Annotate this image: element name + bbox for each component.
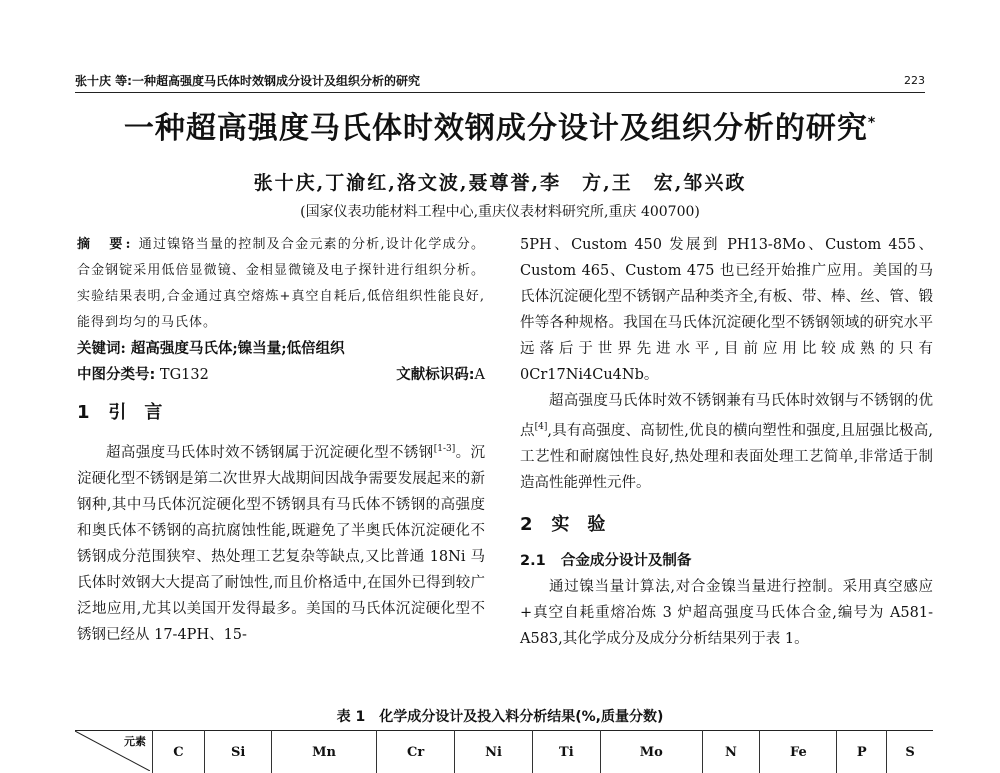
abstract	[77, 232, 485, 336]
column-header: Mo	[601, 731, 702, 773]
subsection-2-1-title: 合金成分设计及制备	[561, 553, 692, 569]
table-1-caption: 表 1 化学成分设计及投入料分析结果(%,质量分数)	[0, 706, 1000, 726]
abstract-text: 通过镍铬当量的控制及合金元素的分析,设计化学成分。合金钢锭采用低倍显微镜、金相显微镜及电子探针进行组织分析。实验结果表明,合金通过真空熔炼+真空自耗后,低倍组织性能良好,能得到均匀的马氏体。	[77, 237, 485, 330]
table-1	[75, 730, 933, 773]
column-header: Ti	[532, 731, 601, 773]
section-2-heading	[520, 512, 933, 538]
column-header: P	[837, 731, 887, 773]
left-column	[77, 232, 485, 648]
column-header: Cr	[376, 731, 455, 773]
column-header: S	[887, 731, 933, 773]
subsection-2-1-number: 2.1	[520, 553, 546, 569]
keywords-label: 关键词:	[77, 340, 126, 357]
section-1-title: 引 言	[108, 402, 162, 423]
column-header: Si	[204, 731, 271, 773]
column-header: N	[702, 731, 760, 773]
running-title: 张十庆 等:一种超高强度马氏体时效钢成分设计及组织分析的研究	[75, 72, 420, 89]
table-corner-cell	[75, 731, 153, 773]
clc-label: 中图分类号:	[77, 367, 155, 383]
section-1-heading	[77, 400, 485, 426]
column-header: Ni	[455, 731, 532, 773]
citation-1-3: [1-3]	[434, 444, 456, 454]
doc-code-value: A	[475, 367, 485, 383]
intro-p2-text-a: 超高强度马氏体时效不锈钢兼有马氏体时效钢与不锈钢的优点	[520, 393, 933, 439]
keywords-text: 超高强度马氏体;镍当量;低倍组织	[131, 340, 345, 357]
column-header: Mn	[272, 731, 376, 773]
intro-paragraph-1	[77, 436, 485, 648]
keywords	[77, 336, 485, 362]
paper-title-text: 一种超高强度马氏体时效钢成分设计及组织分析的研究	[124, 111, 868, 146]
paper-title	[0, 103, 1000, 147]
abstract-label: 摘 要:	[77, 237, 133, 252]
running-header	[75, 70, 925, 93]
subsection-2-1-heading	[520, 548, 933, 574]
citation-4: [4]	[535, 422, 548, 432]
column-header: C	[153, 731, 205, 773]
intro-text-a: 超高强度马氏体时效不锈钢属于沉淀硬化型不锈钢	[106, 445, 434, 461]
intro-p2-text-b: ,具有高强度、高韧性,优良的横向塑性和强度,且屈强比极高,工艺性和耐腐蚀性良好,热处理和表面处理工艺简单,非常适于制造高性能弹性元件。	[520, 423, 933, 491]
clc-value: TG132	[160, 367, 209, 383]
affiliation: (国家仪表功能材料工程中心,重庆仪表材料研究所,重庆 400700)	[0, 201, 1000, 221]
intro-paragraph-2	[520, 388, 933, 496]
classification-line	[77, 362, 485, 388]
intro-paragraph-1-cont: 5PH、Custom 450 发展到 PH13-8Mo、Custom 455、Custom 465、Custom 475 也已经开始推广应用。美国的马氏体沉淀硬化型不锈钢产品种类齐全,有板、带、棒、丝、管、锻件等各种规格。我国在马氏体沉淀硬化型不锈钢领域的研究水平远落后于世界先进水平,目前应用比较成熟的只有 0Cr17Ni4Cu4Nb。	[520, 232, 933, 388]
section-2-title: 实 验	[551, 514, 605, 535]
column-header: Fe	[760, 731, 837, 773]
author-list: 张十庆,丁渝红,洛文波,聂尊誉,李 方,王 宏,邹兴政	[0, 168, 1000, 195]
section-1-number: 1	[77, 402, 90, 423]
intro-text-b: 。沉淀硬化型不锈钢是第二次世界大战期间因战争需要发展起来的新钢种,其中马氏体沉淀硬化型不锈钢具有马氏体不锈钢的高强度和奥氏体不锈钢的高抗腐蚀性能,既避免了半奥氏体沉淀硬化不锈钢成分范围狭窄、热处理工艺复杂等缺点,又比普通 18Ni 马氏体时效钢大大提高了耐蚀性,而且价格适中,在国外已得到较广泛地应用,尤其以美国开发得最多。美国的马氏体沉淀硬化型不锈钢已经从 17-4PH、15-	[77, 445, 485, 643]
table-header-row	[75, 731, 933, 773]
corner-label: 元素	[124, 733, 146, 749]
section-2-number: 2	[520, 514, 533, 535]
page-number: 223	[904, 74, 925, 87]
title-footnote-mark: *	[868, 115, 876, 131]
doc-code-label: 文献标识码:	[396, 367, 474, 383]
section-2-1-paragraph: 通过镍当量计算法,对合金镍当量进行控制。采用真空感应+真空自耗重熔冶炼 3 炉超高强度马氏体合金,编号为 A581-A583,其化学成分及成分分析结果列于表 1。	[520, 574, 933, 652]
right-column	[520, 232, 933, 652]
